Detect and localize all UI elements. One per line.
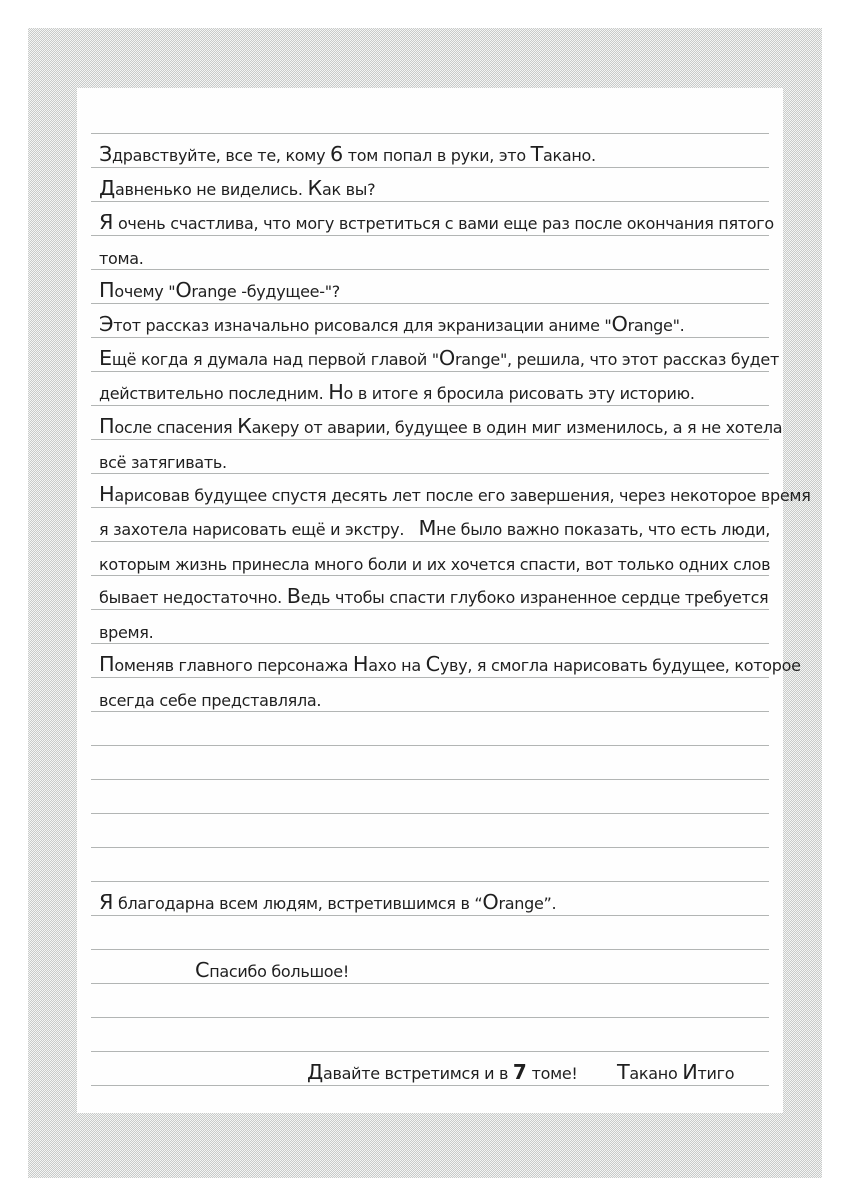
closing-line bbox=[307, 1062, 578, 1083]
ruled-paper-lines bbox=[91, 133, 811, 1086]
letter-line-text: действительно последним. Но в итоге я бросила рисовать эту историю. bbox=[99, 380, 695, 405]
letter-line-text: всё затягивать. bbox=[99, 453, 227, 472]
letter-line-text: Ещё когда я думала над первой главой "Orange", решила, что этот рассказ будет bbox=[99, 346, 779, 371]
author-signature: Такано Итиго bbox=[617, 1060, 735, 1085]
letter-line-text: Я благодарна всем людям, встретившимся в “Orange”. bbox=[99, 890, 557, 915]
ruled-line-row bbox=[91, 406, 783, 440]
ruled-line-row bbox=[91, 950, 769, 984]
letter-line-text: бывает недостаточно. Ведь чтобы спасти глубоко израненное сердце требуется bbox=[99, 584, 769, 609]
letter-page bbox=[77, 88, 811, 1113]
letter-line-text: Почему "Orange -будущее-"? bbox=[99, 278, 340, 303]
ruled-line-row bbox=[91, 814, 769, 848]
ruled-line-row bbox=[91, 712, 769, 746]
letter-line-text: После спасения Какеру от аварии, будущее в один миг изменилось, а я не хотела bbox=[99, 414, 783, 439]
ruled-line-row bbox=[91, 1018, 769, 1052]
ruled-line-row bbox=[91, 474, 811, 508]
ruled-line-row bbox=[91, 168, 769, 202]
letter-line-text: всегда себе представляла. bbox=[99, 691, 322, 710]
ruled-line-row bbox=[91, 882, 769, 916]
letter-line-text: я захотела нарисовать ещё и экстру. Мне было важно показать, что есть люди, bbox=[99, 516, 771, 541]
letter-line-text: Я очень счастлива, что могу встретиться с вами еще раз после окончания пятого bbox=[99, 210, 774, 235]
closing-text-after: томе! bbox=[526, 1064, 578, 1084]
letter-line-text: тома. bbox=[99, 249, 144, 268]
ruled-line-row bbox=[91, 508, 769, 542]
ruled-line-row bbox=[91, 678, 769, 712]
letter-line-text: Поменяв главного персонажа Нахо на Суву, я смогла нарисовать будущее, которое bbox=[99, 652, 801, 677]
ruled-line-row bbox=[91, 746, 769, 780]
ruled-line-row bbox=[91, 610, 769, 644]
ruled-line-row bbox=[91, 202, 774, 236]
ruled-line-row bbox=[91, 236, 769, 270]
closing-text: Давайте встретимся и в bbox=[307, 1060, 513, 1085]
letter-line-text: Этот рассказ изначально рисовался для экранизации аниме "Orange". bbox=[99, 312, 685, 337]
ruled-line-row bbox=[91, 372, 769, 406]
volume-number: 7 bbox=[512, 1060, 527, 1085]
ruled-line-row bbox=[91, 134, 769, 168]
letter-line-text: Здравствуйте, все те, кому 6 том попал в руки, это Такано. bbox=[99, 142, 596, 167]
ruled-line-row bbox=[91, 338, 779, 372]
letter-line-text: Давненько не виделись. Как вы? bbox=[99, 176, 376, 201]
ruled-line-row bbox=[91, 542, 769, 576]
thanks-line-text: Спасибо большое! bbox=[195, 958, 349, 983]
ruled-line-row bbox=[91, 984, 769, 1018]
ruled-line-row bbox=[91, 304, 769, 338]
letter-line-text: время. bbox=[99, 623, 154, 642]
ruled-line-row bbox=[91, 576, 769, 610]
ruled-line-row bbox=[91, 780, 769, 814]
ruled-line-row bbox=[91, 644, 801, 678]
ruled-line-row bbox=[91, 1052, 769, 1086]
letter-line-text: которым жизнь принесла много боли и их хочется спасти, вот только одних слов bbox=[99, 555, 771, 574]
ruled-line-row bbox=[91, 916, 769, 950]
ruled-line-row bbox=[91, 270, 769, 304]
ruled-line-row bbox=[91, 848, 769, 882]
ruled-line-row bbox=[91, 440, 769, 474]
letter-line-text: Нарисовав будущее спустя десять лет после его завершения, через некоторое время bbox=[99, 482, 811, 507]
